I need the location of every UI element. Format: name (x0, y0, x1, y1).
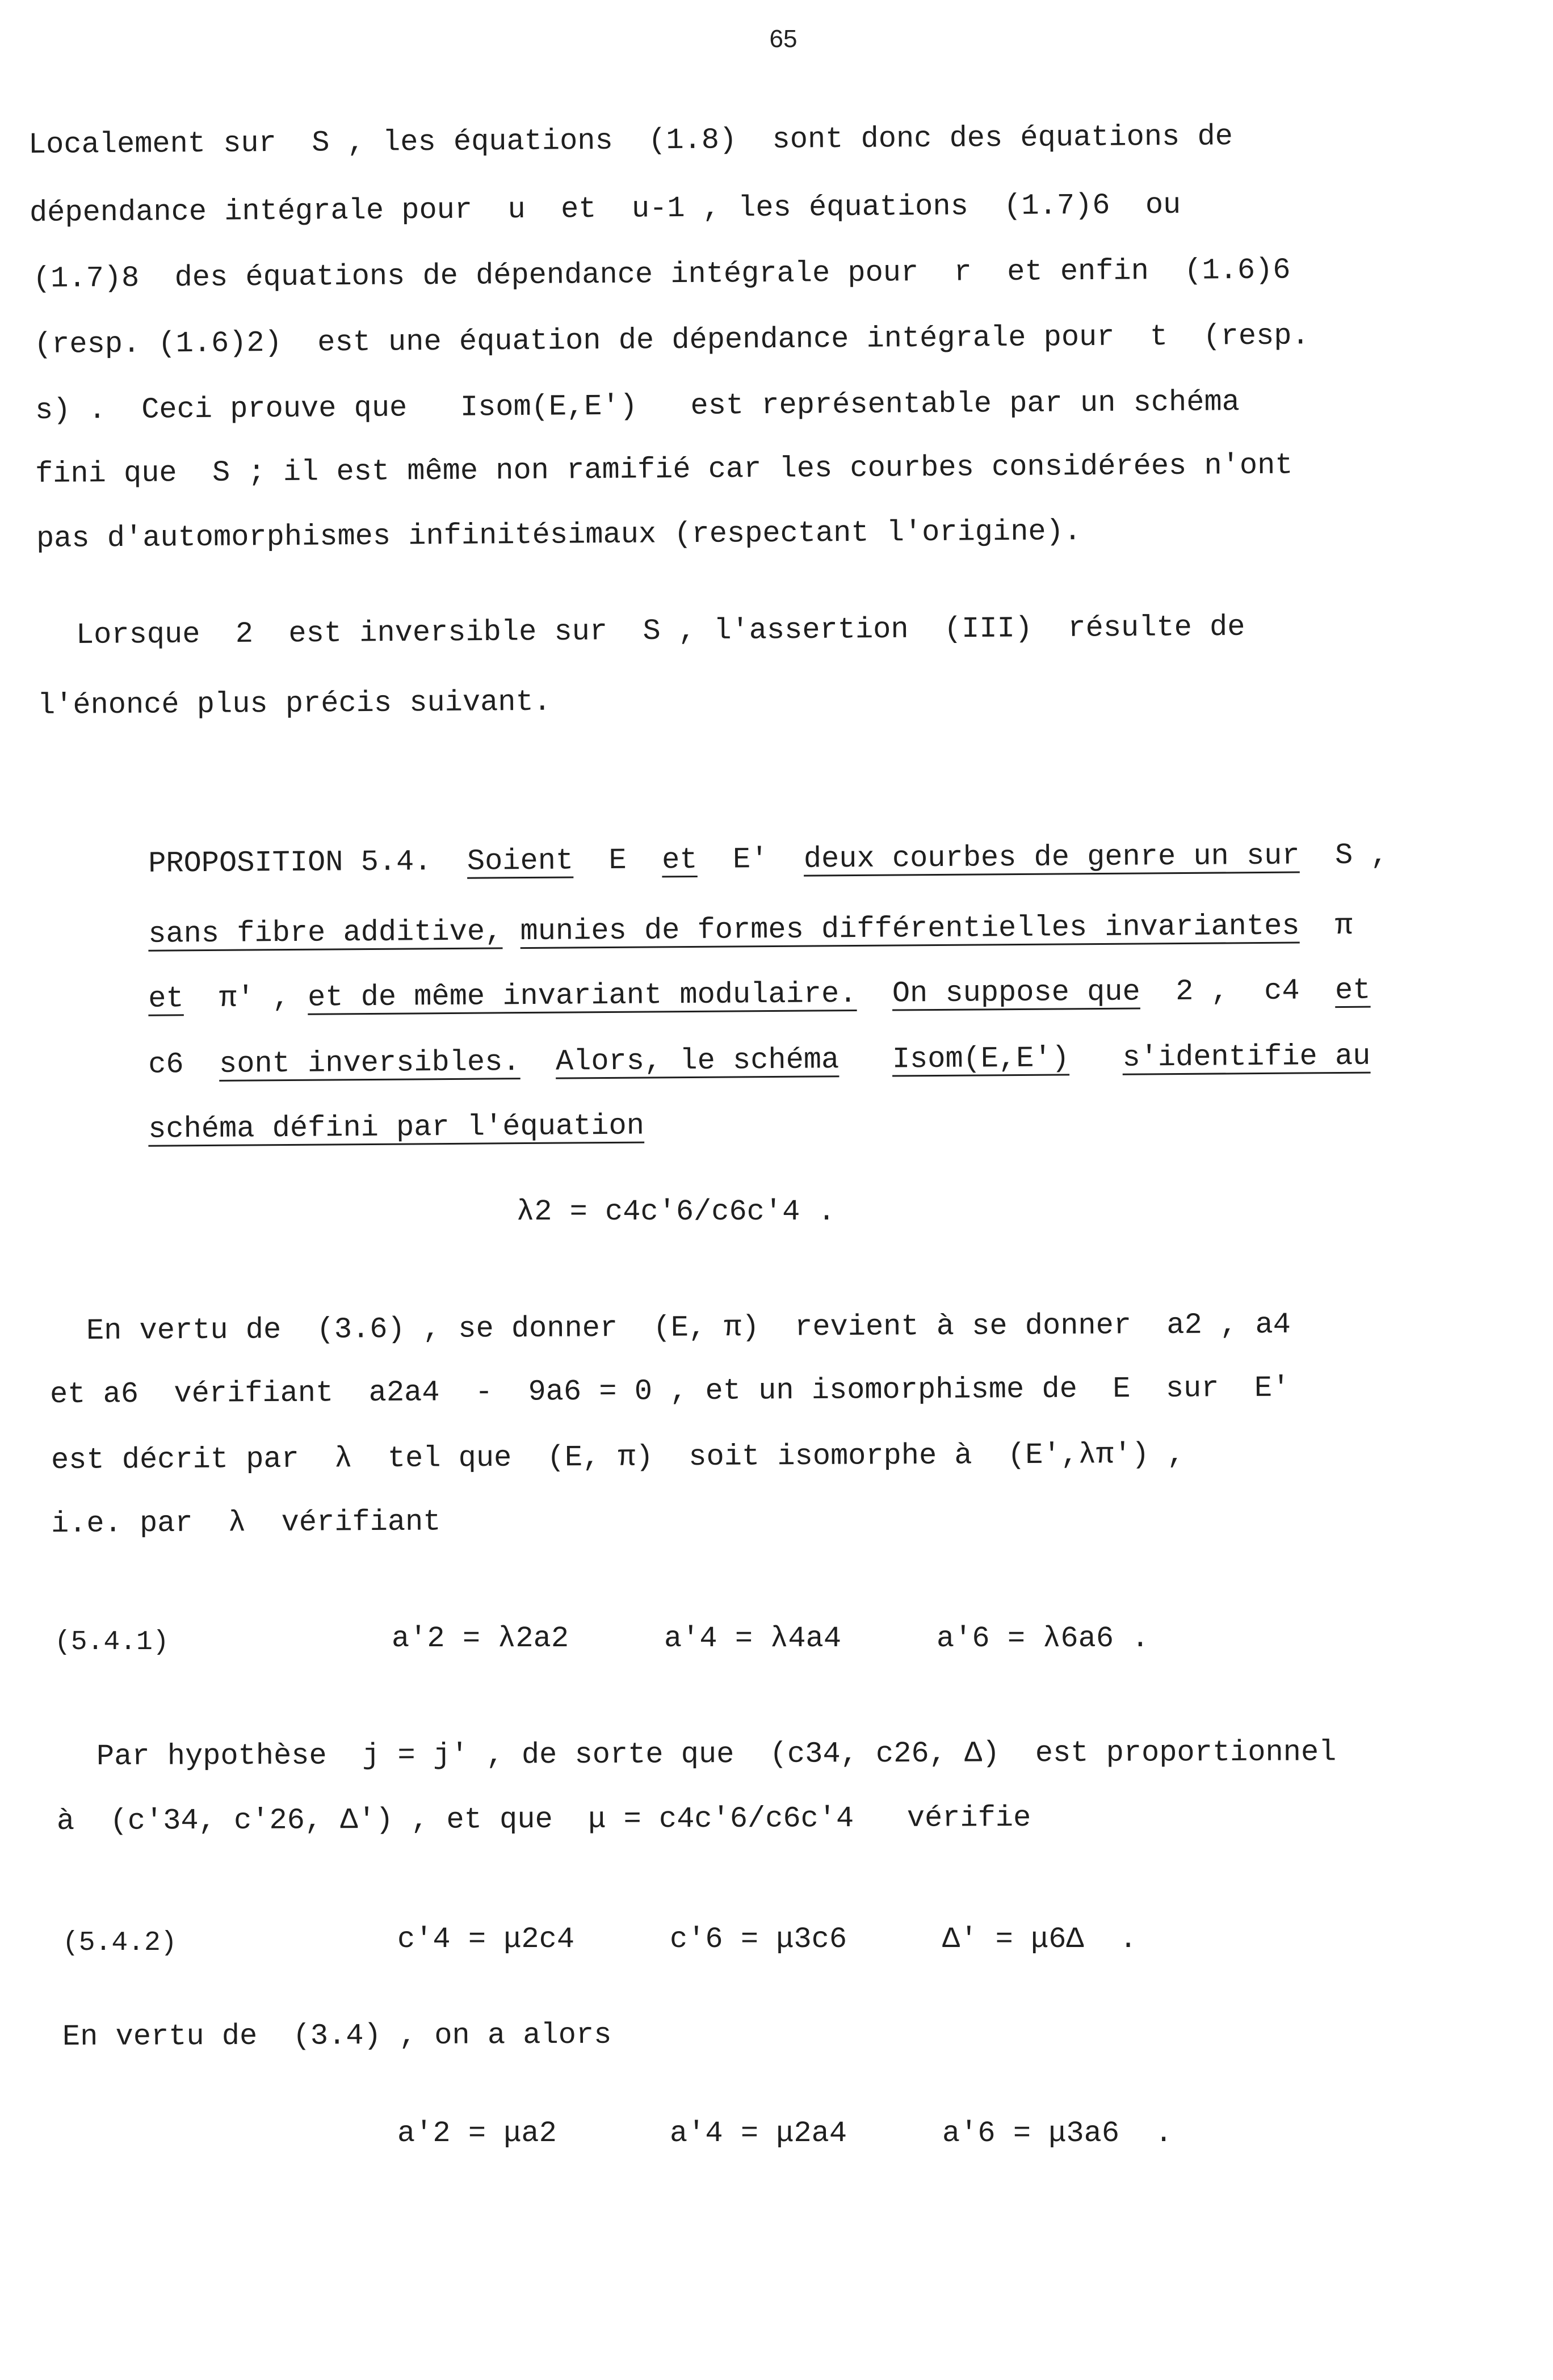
text-line: Localement sur S , les équations (1.8) sont donc des équations de (28, 120, 1233, 162)
text-line: s) . Ceci prouve que Isom(E,E') est représentable par un schéma (35, 385, 1240, 427)
proposition-text: deux courbes de genre un sur (803, 839, 1300, 876)
text-line: Par hypothèse j = j' , de sorte que (c34, c26, Δ) est proportionnel (96, 1735, 1337, 1773)
text-line: En vertu de (3.4) , on a alors (62, 2018, 612, 2054)
text-line: et a6 vérifiant a2a4 - 9a6 = 0 , et un isomorphisme de E sur E' (49, 1371, 1290, 1411)
proposition-line (41, 1082, 644, 1175)
equation-term: a'6 = μ3a6 . (942, 2117, 1173, 2150)
proposition-text: et (661, 843, 698, 877)
proposition-text: On suppose que (892, 975, 1140, 1011)
proposition-text: π (1334, 909, 1353, 943)
text-line: est décrit par λ tel que (E, π) soit isomorphe à (E',λπ') , (51, 1437, 1185, 1477)
equation-label: (5.4.1) (54, 1627, 169, 1658)
proposition-text: 2 , (1175, 974, 1229, 1009)
equation-term: a'4 = μ2a4 (670, 2117, 847, 2150)
proposition-text: schéma défini par l'équation (148, 1109, 645, 1146)
proposition-text: S , (1334, 838, 1388, 873)
equation-label: (5.4.2) (62, 1928, 177, 1958)
proposition-text: π' , (219, 981, 291, 1015)
equation-term: Δ' = μ6Δ . (942, 1923, 1138, 1956)
equation-term: c'4 = μ2c4 (397, 1923, 575, 1956)
equation-term: a'4 = λ4a4 (664, 1622, 842, 1655)
text-line: (1.7)8 des équations de dépendance intégrale pour r et enfin (1.6)6 (32, 253, 1291, 296)
proposition-text: s'identifie au (1122, 1039, 1371, 1075)
proposition-text: E (608, 843, 627, 878)
proposition-label: PROPOSITION 5.4. (148, 845, 432, 881)
proposition-text: c6 (148, 1048, 184, 1082)
text-line: dépendance intégrale pour u et u-1 , les équations (1.7)6 ou (29, 188, 1181, 230)
text-line: fini que S ; il est même non ramifié car les courbes considérées n'ont (35, 448, 1293, 491)
equation-term: a'2 = μa2 (397, 2117, 557, 2150)
proposition-text: munies de formes différentielles invariantes (520, 909, 1300, 949)
proposition-text: sont inversibles. (219, 1045, 521, 1081)
text-line: (resp. (1.6)2) est une équation de dépendance intégrale pour t (resp. (33, 319, 1309, 361)
proposition-equation: λ2 = c4c'6/c6c'4 . (517, 1195, 836, 1229)
equation-term: a'6 = λ6a6 . (937, 1622, 1149, 1655)
text-line: i.e. par λ vérifiant (51, 1505, 441, 1541)
proposition-text: Soient (467, 844, 574, 878)
equation-term: c'6 = μ3c6 (670, 1923, 847, 1956)
page-number: 65 (769, 25, 798, 53)
proposition-text: c4 (1264, 974, 1300, 1008)
proposition-text: et (1334, 973, 1371, 1008)
text-line: à (c'34, c'26, Δ') , et que μ = c4c'6/c6c'4 vérifie (56, 1801, 1031, 1838)
proposition-text: Alors, le schéma (555, 1043, 840, 1079)
text-line: Lorsque 2 est inversible sur S , l'assertion (III) résulte de (75, 610, 1245, 652)
text-line: En vertu de (3.6) , se donner (E, π) revient à se donner a2 , a4 (86, 1307, 1291, 1348)
equation-term: a'2 = λ2a2 (392, 1622, 569, 1655)
text-line: pas d'automorphismes infinitésimaux (respectant l'origine). (36, 515, 1082, 556)
proposition-text: Isom(E,E') (892, 1041, 1070, 1077)
proposition-text: E' (732, 843, 769, 877)
text-line: l'énoncé plus précis suivant. (37, 685, 552, 722)
proposition-text: sans fibre additive, (148, 915, 503, 951)
proposition-text: et (148, 982, 184, 1016)
proposition-text: et de même invariant modulaire. (307, 977, 857, 1015)
